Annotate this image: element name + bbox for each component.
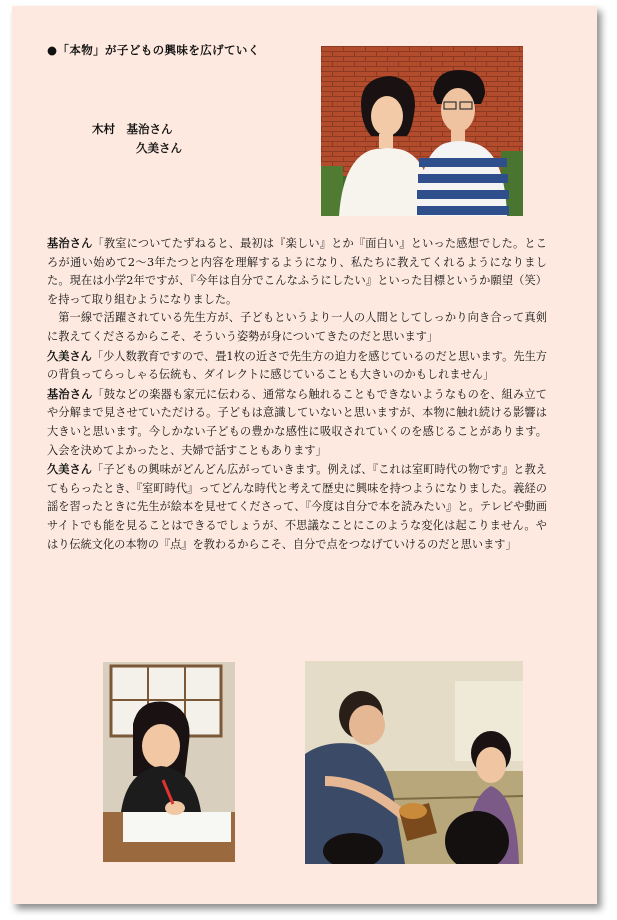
- girl-drawing-photo: [103, 662, 235, 862]
- paragraph-text: 「少人数教育ですので、畳1枚の近さで先生方の迫力を感じているのだと思います。先生方の背負ってらっしゃる伝統も、ダイレクトに感じていることも大きいのかもしれません」: [47, 349, 547, 382]
- speaker-label: 基治さん: [47, 236, 93, 250]
- document-page: [12, 6, 597, 904]
- paragraph-1: [47, 234, 547, 309]
- teacher-drum-photo: [305, 661, 523, 864]
- paragraph-text: 「子どもの興味がどんどん広がっていきます。例えば、『これは室町時代の物です』と教えてもらったとき、『室町時代』ってどんな時代と考えて歴史に興味を持つようになりました。義経の謡を習ったときに先生が絵本を見せてくださって、『今度は自分で本を読みたい』と。テレビや動画サイトでも能を見ることはできるでしょうが、不思議なことにこのような変化は起こりません。やはり伝統文化の本物の『点』を教わるからこそ、自分で点をつなげていけるのだと思います」: [47, 463, 547, 551]
- article-body: [47, 234, 547, 554]
- speaker-label: 基治さん: [47, 386, 93, 401]
- paragraph-3: [47, 347, 547, 385]
- interviewee-names: [92, 120, 182, 158]
- paragraph-text: 第一線で活躍されている先生方が、子どもというより一人の人間としてしっかり向き合って真剣に教えてくださるからこそ、そういう姿勢が身についてきたのだと思います」: [47, 311, 547, 343]
- speaker-label: 久美さん: [47, 348, 92, 363]
- paragraph-5: [47, 460, 547, 554]
- speaker-label: 久美さん: [47, 462, 93, 477]
- paragraph-2: [47, 309, 547, 346]
- paragraph-text: 「鼓などの楽器も家元に伝わる、通常なら触れることもできないようなものを、組み立てや分解まで見させていただける。子どもは意識していないと思いますが、本物に触れ続ける影響は大きいと思います。今しかない子どもの豊かな感性に吸収されていくのを感じることがあります。入会を決めてよかったと、夫婦で話すこともあります」: [47, 387, 547, 457]
- name-line-2: 久美さん: [136, 141, 182, 155]
- paragraph-4: [47, 385, 547, 460]
- paragraph-text: 「教室についてたずねると、最初は『楽しい』とか『面白い』といった感想でした。ところが通い始めて2～3年たつと内容を理解するようになり、私たちに教えてくれるようになりました。現在は小学2年ですが、『今年は自分でこんなふうにしたい』といった目標というか願望（笑）を持って取り組むようになりました。: [47, 237, 547, 306]
- name-line-1: 木村 基治さん: [92, 122, 173, 136]
- couple-photo: [321, 46, 523, 216]
- article-heading: ●「本物」が子どもの興味を広げていく: [47, 43, 260, 57]
